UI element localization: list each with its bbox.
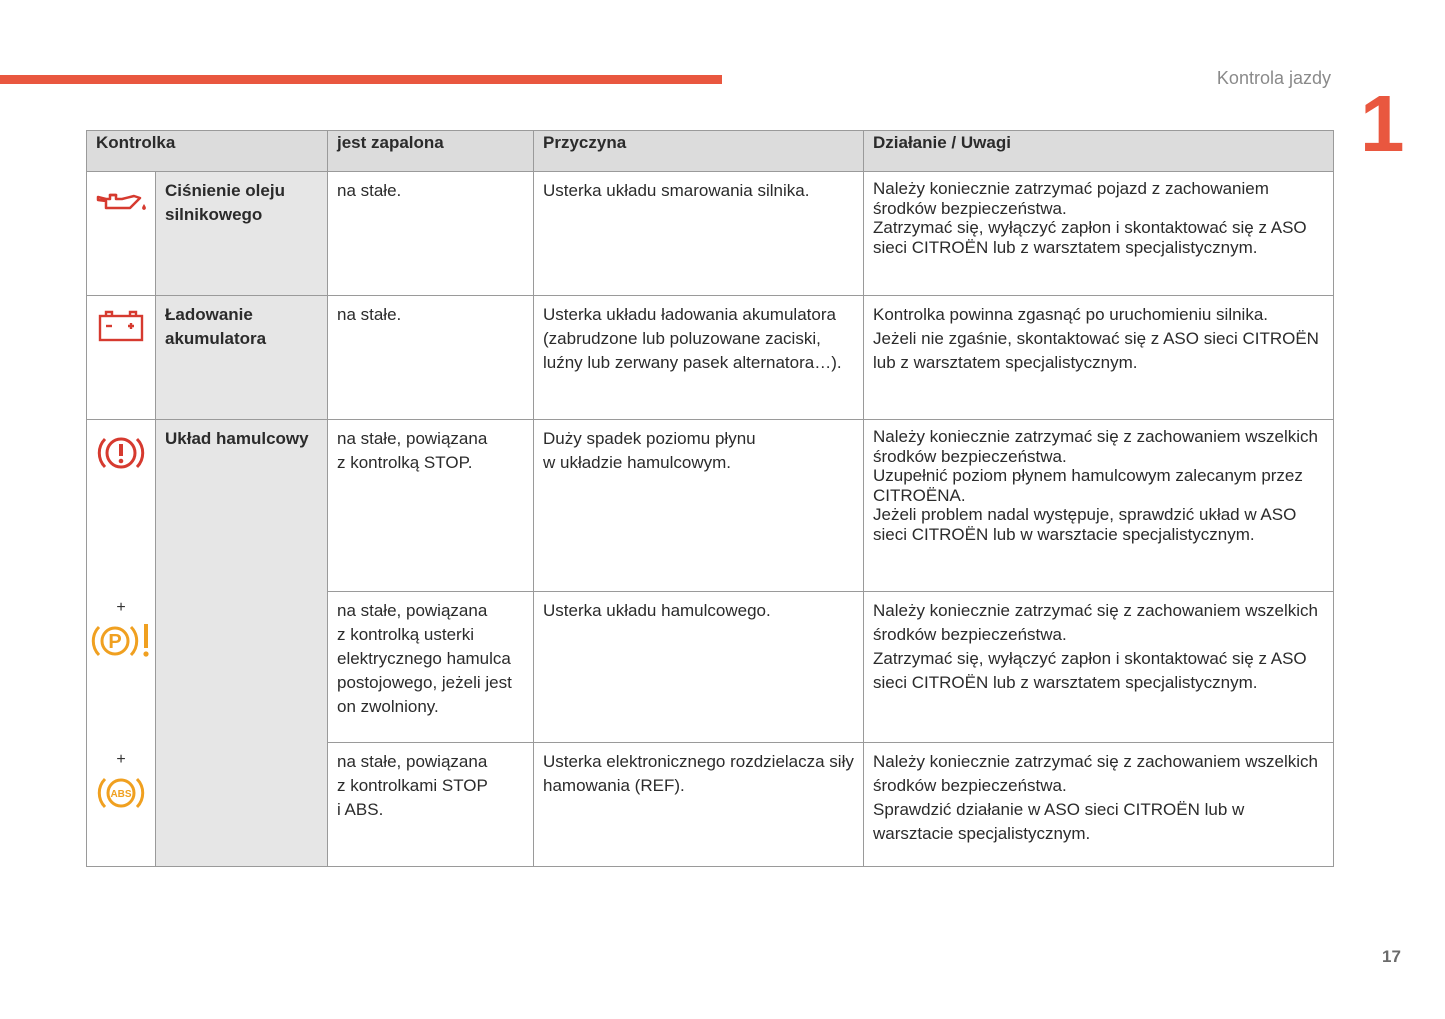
- warning-lights-table: [86, 130, 1334, 867]
- action-cell: Kontrolka powinna zgasnąć po uruchomieniu silnika. Jeżeli nie zgaśnie, skontaktować się z ASO sieci CITROËN lub z warsztatem specjalistycznym.: [864, 296, 1334, 420]
- action-cell: Należy koniecznie zatrzymać się z zachowaniem wszelkich środków bezpieczeństwa. Sprawdzić działanie w ASO sieci CITROËN lub w warsztacie specjalistycznym.: [864, 743, 1334, 867]
- icon-cell: [87, 172, 156, 296]
- column-header: jest zapalona: [328, 131, 534, 172]
- plus-sign: +: [116, 599, 126, 616]
- warning-name: Układ hamulcowy: [156, 420, 328, 867]
- warning-name: Ciśnienie oleju silnikowego: [156, 172, 328, 296]
- plus-sign: +: [116, 751, 126, 768]
- section-title: Kontrola jazdy: [1216, 68, 1331, 88]
- action-cell: Należy koniecznie zatrzymać się z zachowaniem wszelkich środków bezpieczeństwa. Zatrzymać się, wyłączyć zapłon i skontaktować się z ASO sieci CITROËN lub z warsztatem specjalistycznym.: [864, 592, 1334, 743]
- action-cell: [864, 420, 1334, 592]
- top-accent-bar: [0, 75, 722, 84]
- parking-icon-letter: P: [108, 631, 122, 653]
- state-cell: na stałe.: [328, 172, 534, 296]
- state-cell: na stałe, powiązana z kontrolkami STOP i ABS.: [328, 743, 534, 867]
- cause-cell: Usterka układu ładowania akumulatora (zabrudzone lub poluzowane zaciski, luźny lub zerwany pasek alternatora…).: [534, 296, 864, 420]
- action-text: Należy koniecznie zatrzymać się z zachowaniem wszelkich środków bezpieczeństwa. Uzupełnić poziom płynem hamulcowym zalecanym przez CITROËNA. Jeżeli problem nadal występuje, sprawdzić układ w ASO sieci CITROËN lub w warsztacie specjalistycznym.: [873, 427, 1318, 544]
- abs-icon: [96, 772, 146, 814]
- action-text: Należy koniecznie zatrzymać pojazd z zachowaniem środków bezpieczeństwa. Zatrzymać się, wyłączyć zapłon i skontaktować się z ASO sieci CITROËN lub z warsztatem specjalistycznym.: [873, 179, 1307, 257]
- table-row: [87, 296, 1334, 420]
- state-cell: na stałe, powiązana z kontrolką STOP.: [328, 420, 534, 592]
- column-header: Przyczyna: [534, 131, 864, 172]
- action-cell: [864, 172, 1334, 296]
- abs-icon-label: ABS: [110, 789, 132, 800]
- table-header-row: [87, 131, 1334, 172]
- parking-brake-fault-icon: [89, 620, 153, 662]
- cause-cell: Usterka układu smarowania silnika.: [534, 172, 864, 296]
- cause-cell: Usterka układu hamulcowego.: [534, 592, 864, 743]
- oil-can-icon: [94, 190, 148, 216]
- column-header: Działanie / Uwagi: [864, 131, 1334, 172]
- battery-icon: [97, 310, 145, 342]
- state-cell: na stałe.: [328, 296, 534, 420]
- table-row: [87, 172, 1334, 296]
- cause-cell: Duży spadek poziomu płynu w układzie hamulcowym.: [534, 420, 864, 592]
- cause-cell: Usterka elektronicznego rozdzielacza siły hamowania (REF).: [534, 743, 864, 867]
- icon-cell: [87, 420, 156, 867]
- chapter-number: 1: [1360, 79, 1405, 168]
- warning-name: Ładowanie akumulatora: [156, 296, 328, 420]
- icon-cell: [87, 296, 156, 420]
- state-cell: na stałe, powiązana z kontrolką usterki elektrycznego hamulca postojowego, jeżeli jest on zwolniony.: [328, 592, 534, 743]
- brake-warning-icon: [96, 432, 146, 474]
- table-row: [87, 420, 1334, 592]
- page-number: 17: [1382, 947, 1401, 966]
- column-header: Kontrolka: [87, 131, 328, 172]
